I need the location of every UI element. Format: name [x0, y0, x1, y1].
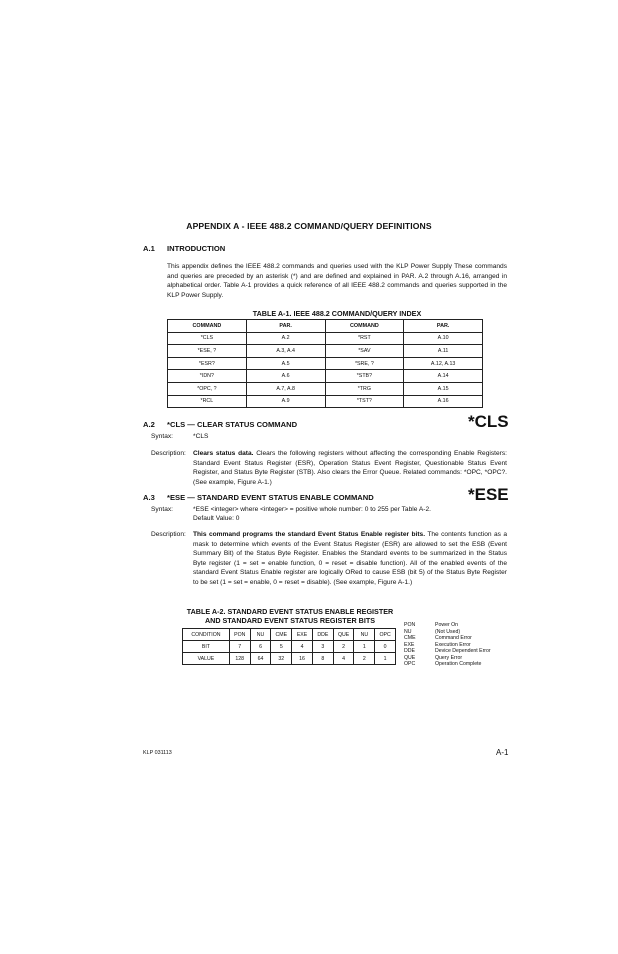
section-a3-number: A.3 [143, 493, 155, 502]
section-a2-number: A.2 [143, 420, 155, 429]
command-index-table [167, 319, 483, 408]
table-row [168, 345, 483, 358]
table-row [183, 653, 396, 665]
appendix-title: APPENDIX A - IEEE 488.2 COMMAND/QUERY DEFINITIONS [186, 221, 432, 231]
bit-cell: 6 [250, 641, 271, 653]
command-cell: *ESE, ? [168, 345, 247, 358]
table-row [168, 395, 483, 408]
row-label-cell: VALUE [183, 653, 230, 665]
legend-abbreviation: PON [404, 622, 416, 628]
legend-description: Operation Complete [435, 661, 482, 667]
section-a1-body: This appendix defines the IEEE 488.2 commands and queries used with the KLP Power Supply These commands and queries are preceded by an asterisk (*) and are defined and explained in PAR. A.2 through A.16, arranged in alphabetical order. Table A-1 provides a quick reference of all IEEE 488.2 commands and queries supported in the KLP Power Supply. [167, 263, 507, 299]
column-header: COMMAND [168, 320, 247, 333]
paragraph-cell: A.6 [246, 370, 325, 383]
ese-heading-label: *ESE [468, 485, 509, 504]
ese-syntax: *ESE <integer> where <integer> = positive whole number: 0 to 255 per Table A-2. [193, 506, 431, 513]
bit-cell: PON [229, 629, 250, 641]
syntax-label: Syntax: [151, 433, 173, 440]
legend-abbreviation: DDE [404, 648, 415, 654]
bit-cell: 8 [312, 653, 333, 665]
column-header: PAR. [246, 320, 325, 333]
description-label: Description: [151, 450, 186, 457]
bit-cell: CME [271, 629, 292, 641]
bit-cell: OPC [375, 629, 396, 641]
table-row [183, 641, 396, 653]
paragraph-cell: A.11 [404, 345, 483, 358]
ese-description-text: The contents function as a mask to determine which events of the Event Status Register (ESR) are allowed to set the ESB (Event Summary Bit) of the Status Byte Register. Enables the Standard events to be summarized in the Status Byte register (1 = set = enable function, 0 = reset = disable function). All of the enabled events of the standard Event Status Enable register are logically ORed to cause ESB (bit 5) of the Status Byte Register to be set (1 = set = enable, 0 = reset = disable). (See example, Figure A-1.) [193, 531, 507, 586]
cls-description-lead: Clears status data. [193, 450, 254, 457]
bit-cell: 5 [271, 641, 292, 653]
section-a1-number: A.1 [143, 244, 155, 253]
table-row [183, 629, 396, 641]
bit-cell: 2 [354, 653, 375, 665]
command-cell: *IDN? [168, 370, 247, 383]
legend-abbreviation: NU [404, 628, 412, 635]
table-a2-caption [158, 607, 422, 625]
bit-cell: NU [354, 629, 375, 641]
bit-cell: 1 [354, 641, 375, 653]
command-cell: *SRE, ? [325, 357, 404, 370]
section-a1-title: INTRODUCTION [167, 244, 226, 253]
bit-cell: 1 [375, 653, 396, 665]
paragraph-cell: A.2 [246, 332, 325, 345]
bit-cell: EXE [292, 629, 313, 641]
paragraph-cell: A.3, A.4 [246, 345, 325, 358]
legend-description: (Not Used) [435, 628, 461, 635]
ese-description [193, 530, 507, 588]
bit-cell: 32 [271, 653, 292, 665]
bit-cell: 4 [292, 641, 313, 653]
ese-default-value: Default Value: 0 [193, 515, 240, 522]
command-cell: *OPC, ? [168, 382, 247, 395]
cls-syntax: *CLS [193, 433, 209, 440]
table-a2-caption-line2: AND STANDARD EVENT STATUS REGISTER BITS [204, 616, 376, 625]
syntax-label: Syntax: [151, 506, 173, 513]
command-cell: *RCL [168, 395, 247, 408]
legend-item [404, 661, 491, 668]
legend-abbreviation: QUE [404, 654, 416, 661]
row-label-cell: CONDITION [183, 629, 230, 641]
table-a2-caption-line1: TABLE A-2. STANDARD EVENT STATUS ENABLE REGISTER [186, 607, 394, 616]
paragraph-cell: A.15 [404, 382, 483, 395]
bit-cell: 3 [312, 641, 333, 653]
bit-cell: 16 [292, 653, 313, 665]
command-cell: *ESR? [168, 357, 247, 370]
cls-heading-label: *CLS [468, 412, 509, 431]
ese-description-lead: This command programs the standard Event Status Enable register bits. [193, 531, 426, 538]
bit-cell: 0 [375, 641, 396, 653]
description-label: Description: [151, 531, 186, 538]
section-a2-title: *CLS — CLEAR STATUS COMMAND [167, 420, 298, 429]
paragraph-cell: A.7, A.8 [246, 382, 325, 395]
page-number: A-1 [496, 748, 509, 757]
paragraph-cell: A.16 [404, 395, 483, 408]
command-cell: *STB? [325, 370, 404, 383]
paragraph-cell: A.9 [246, 395, 325, 408]
table-row [168, 357, 483, 370]
footer-doc-id: KLP 031113 [143, 750, 172, 756]
command-cell: *TST? [325, 395, 404, 408]
command-cell: *CLS [168, 332, 247, 345]
legend-description: Power On [435, 622, 459, 628]
paragraph-cell: A.12, A.13 [404, 357, 483, 370]
table-row [168, 382, 483, 395]
bit-cell: 7 [229, 641, 250, 653]
legend-abbreviation: CME [404, 635, 416, 641]
legend-description: Command Error [435, 635, 472, 641]
table-row [168, 332, 483, 345]
event-status-bits-table [182, 628, 396, 665]
row-label-cell: BIT [183, 641, 230, 653]
column-header: COMMAND [325, 320, 404, 333]
cls-description-text: Clears the following registers without affecting the corresponding Enable Registers: Standard Event Status Register (ESR), Operation Status Event Register, Questionable Status Event Register, and Status Byte Register (STB). Also clears the Error Queue. Related commands: *OPC, *OPC?. (See example, Figure A-1.) [193, 450, 507, 486]
section-a3-title: *ESE — STANDARD EVENT STATUS ENABLE COMMAND [167, 493, 374, 502]
bit-cell: DDE [312, 629, 333, 641]
bits-legend [404, 622, 491, 668]
paragraph-cell: A.14 [404, 370, 483, 383]
bit-cell: 2 [333, 641, 354, 653]
paragraph-cell: A.10 [404, 332, 483, 345]
legend-description: Execution Error [435, 641, 471, 648]
legend-abbreviation: EXE [404, 641, 415, 648]
legend-abbreviation: OPC [404, 661, 416, 667]
command-cell: *TRG [325, 382, 404, 395]
command-cell: *RST [325, 332, 404, 345]
bit-cell: 64 [250, 653, 271, 665]
cls-description [193, 449, 507, 487]
paragraph-cell: A.5 [246, 357, 325, 370]
column-header: PAR. [404, 320, 483, 333]
command-cell: *SAV [325, 345, 404, 358]
bit-cell: 4 [333, 653, 354, 665]
legend-description: Device Dependent Error [435, 648, 491, 654]
bit-cell: QUE [333, 629, 354, 641]
table-a1-caption: TABLE A-1. IEEE 488.2 COMMAND/QUERY INDEX [252, 309, 422, 318]
bit-cell: NU [250, 629, 271, 641]
bit-cell: 128 [229, 653, 250, 665]
table-header-row [168, 320, 483, 333]
table-row [168, 370, 483, 383]
legend-description: Query Error [435, 654, 463, 661]
